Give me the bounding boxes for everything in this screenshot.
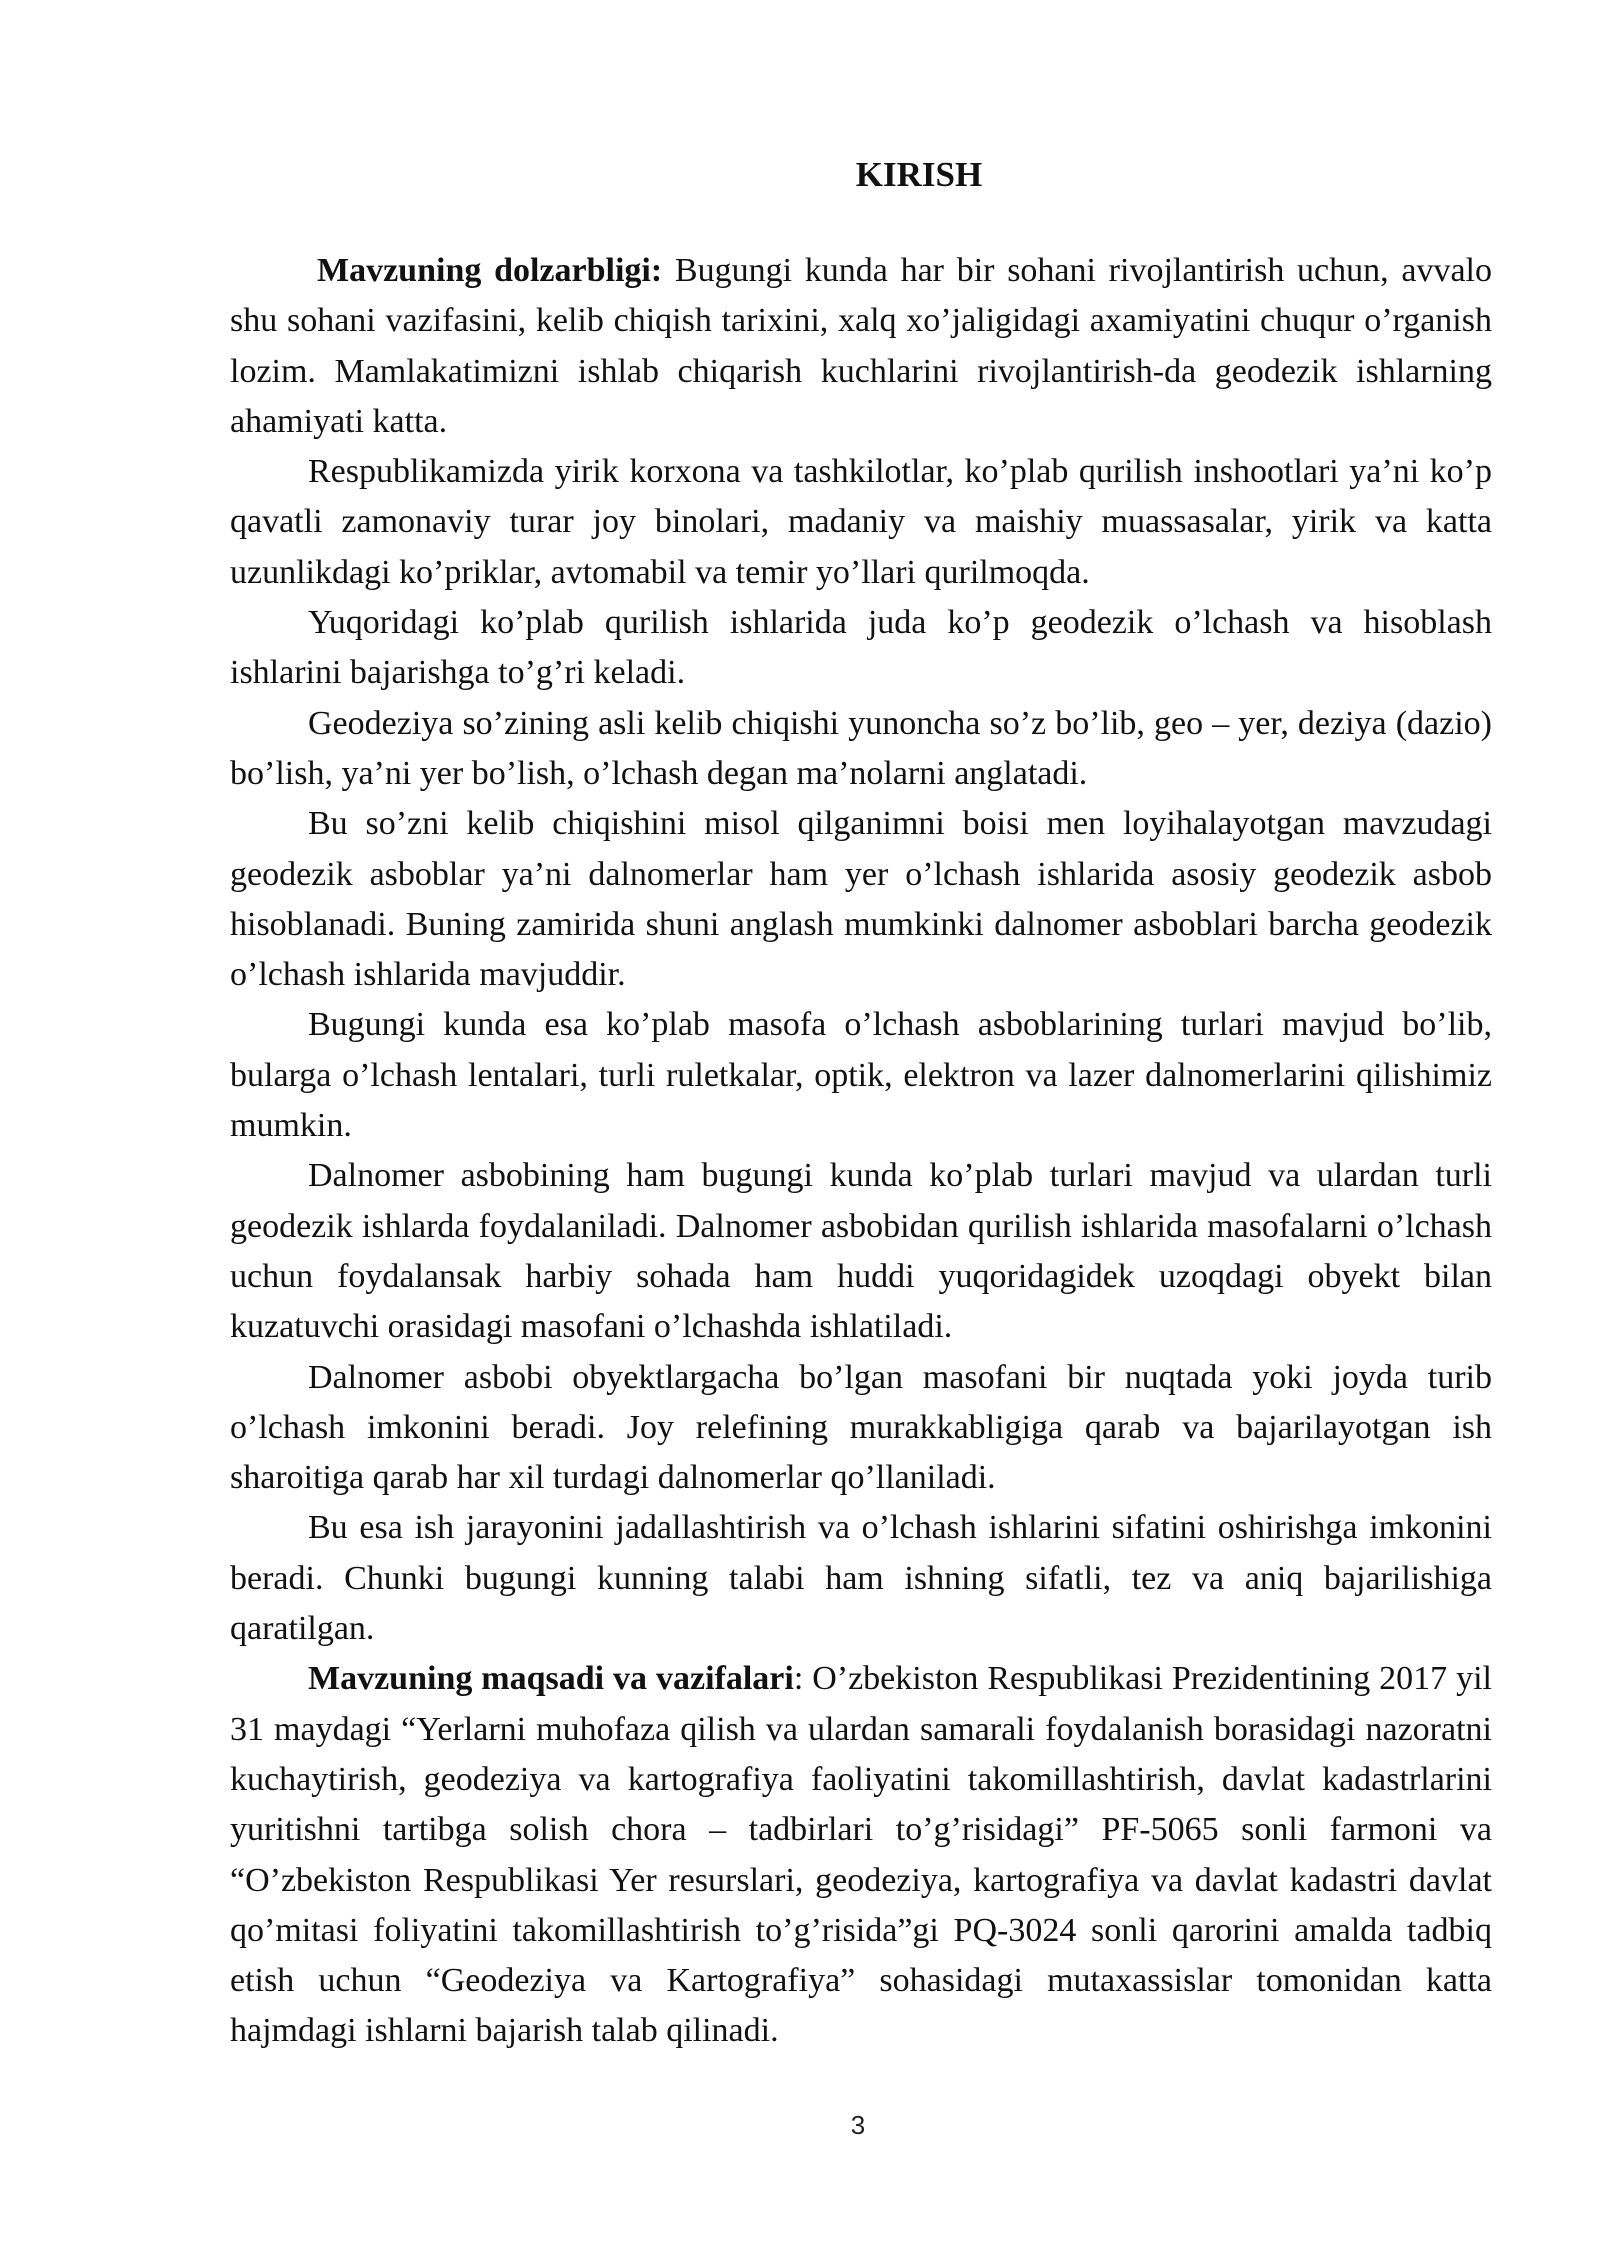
page-title: KIRISH xyxy=(855,155,983,194)
paragraph xyxy=(230,699,1492,800)
paragraph-text: Yuqoridagi ko’plab qurilish ishlarida juda ko’p geodezik o’lchash va hisoblash ishlarini bajarishga to’g’ri keladi. xyxy=(230,604,1492,692)
paragraph-text: Dalnomer asbobining ham bugungi kunda ko’plab turlari mavjud va ulardan turli geodezik ishlarda foydalaniladi. Dalnomer asbobidan qurilish ishlarida masofalarni o’lchash uchun foydalansak harbiy sohada ham huddi yuqoridagidek uzoqdagi obyekt bilan kuzatuvchi orasidagi masofani o’lchashda ishlatiladi. xyxy=(230,1157,1492,1346)
paragraph xyxy=(230,1353,1492,1504)
paragraph xyxy=(230,598,1492,699)
paragraph-text: Respublikamizda yirik korxona va tashkilotlar, ko’plab qurilish inshootlari ya’ni ko’p qavatli zamonaviy turar joy binolari, madaniy va maishiy muassasalar, yirik va katta uzunlikdagi ko’priklar, avtomabil va temir yo’llari qurilmoqda. xyxy=(230,453,1492,591)
paragraph xyxy=(230,1503,1492,1654)
paragraph-goals xyxy=(230,1654,1492,2056)
paragraph xyxy=(230,447,1492,598)
paragraph-relevance xyxy=(230,246,1492,447)
paragraph-text: Geodeziya so’zining asli kelib chiqishi yunoncha so’z bo’lib, geo – yer, deziya (dazio) bo’lish, ya’ni yer bo’lish, o’lchash degan ma’nolarni anglatadi. xyxy=(230,704,1492,792)
paragraph-text: Bu so’zni kelib chiqishini misol qilganimni boisi men loyihalayotgan mavzudagi geodezik asboblar ya’ni dalnomerlar ham yer o’lchash ishlarida asosiy geodezik asbob hisoblanadi. Buning zamirida shuni anglash mumkinki dalnomer asboblari barcha geodezik o’lchash ishlarida mavjuddir. xyxy=(230,805,1492,994)
paragraph-text: Bu esa ish jarayonini jadallashtirish va o’lchash ishlarini sifatini oshirishga imkonini beradi. Chunki bugungi kunning talabi ham ishning sifatli, tez va aniq bajarilishiga qaratilgan. xyxy=(230,1509,1492,1648)
paragraph-lead-goals: Mavzuning maqsadi va vazifalari xyxy=(308,1660,794,1698)
document-body xyxy=(230,150,1492,2057)
page-number: 3 xyxy=(850,2110,866,2140)
paragraph-text: Dalnomer asbobi obyektlargacha bo’lgan masofani bir nuqtada yoki joyda turib o’lchash imkonini beradi. Joy relefining murakkabligiga qarab va bajarilayotgan ish sharoitiga qarab har xil turdagi dalnomerlar qo’llaniladi. xyxy=(230,1358,1492,1497)
paragraph xyxy=(230,1000,1492,1151)
paragraph xyxy=(230,799,1492,1000)
paragraph-text: Bugungi kunda har bir sohani rivojlantirish uchun, avvalo shu sohani vazifasini, kelib chiqish tarixini, xalq xo’jaligidagi axamiyatini chuqur o’rganish lozim. Mamlakatimizni ishlab chiqarish kuchlarini rivojlantirish-da geodezik ishlarning ahamiyati katta. xyxy=(230,252,1492,440)
paragraph-text: Bugungi kunda esa ko’plab masofa o’lchash asboblarining turlari mavjud bo’lib, bularga o’lchash lentalari, turli ruletkalar, optik, elektron va lazer dalnomerlarini qilishimiz mumkin. xyxy=(230,1006,1492,1145)
paragraph-lead-relevance: Mavzuning dolzarbligi: xyxy=(317,252,663,289)
paragraph-text: : O’zbekiston Respublikasi Prezidentining 2017 yil 31 maydagi “Yerlarni muhofaza qilish va ulardan samarali foydalanish borasidagi nazoratni kuchaytirish, geodeziya va kartografiya faoliyatini takomillashtirish, davlat kadastrlarini yuritishni tartibga solish chora – tadbirlari to’g’risidagi” PF-5065 sonli farmoni va “O’zbekiston Respublikasi Yer resurslari, geodeziya, kartografiya va davlat kadastri davlat qo’mitasi foliyatini takomillashtirish to’g’risida”gi PQ-3024 sonli qarorini amalda tadbiq etish uchun “Geodeziya va Kartografiya” sohasidagi mutaxassislar tomonidan katta hajmdagi ishlarni bajarish talab qilinadi. xyxy=(230,1660,1492,2050)
paragraph xyxy=(230,1151,1492,1352)
